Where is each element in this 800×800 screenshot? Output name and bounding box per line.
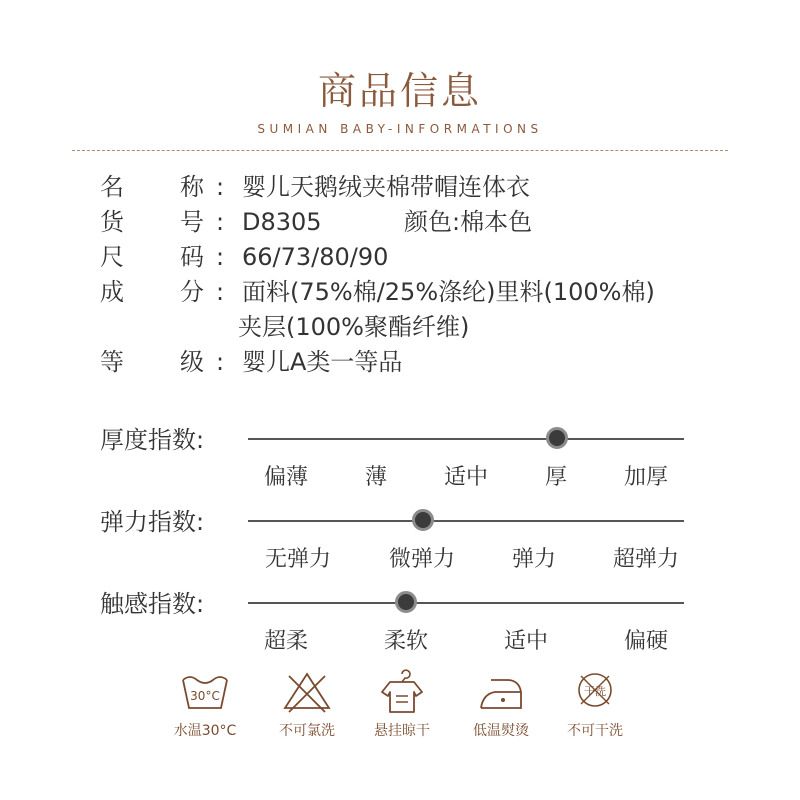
thickness-track: [248, 438, 684, 440]
product-grade: 婴儿A类一等品: [242, 348, 403, 376]
hang-dry-icon: [372, 668, 432, 714]
elasticity-option: 超弹力: [612, 547, 680, 572]
thickness-label: 厚度指数:: [100, 426, 205, 454]
elasticity-option: 微弹力: [388, 547, 456, 572]
product-sizes: 66/73/80/90: [242, 243, 389, 271]
product-material-inner: 夹层(100%聚酯纤维): [238, 313, 470, 341]
care-wash-label: 水温30°C: [173, 723, 237, 739]
elasticity-label: 弹力指数:: [100, 508, 205, 536]
dry-clean-mark: 干洗: [584, 685, 606, 698]
wash-30-icon: [175, 668, 235, 714]
care-no-bleach: [252, 668, 362, 740]
care-hang-dry-label: 悬挂晾干: [374, 723, 430, 739]
care-no-bleach-label: 不可氯洗: [279, 723, 335, 739]
thickness-option: 偏薄: [263, 465, 309, 490]
thickness-option: 加厚: [623, 465, 669, 490]
iron-low-icon: [471, 668, 531, 714]
care-wash: [150, 668, 260, 740]
touch-option: 偏硬: [623, 629, 669, 654]
elasticity-indicator: [412, 509, 434, 531]
elasticity-option: 弹力: [511, 547, 557, 572]
product-code: D8305: [242, 208, 322, 236]
thickness-option: 厚: [544, 465, 568, 490]
care-no-dry-clean: [540, 668, 650, 740]
care-no-dry-clean-label: 不可干洗: [567, 723, 623, 739]
page-subtitle: SUMIAN BABY-INFORMATIONS: [257, 122, 543, 136]
color-value: 棉本色: [460, 208, 533, 236]
elasticity-track: [248, 520, 684, 522]
touch-label: 触感指数:: [100, 590, 205, 618]
thickness-option: 适中: [443, 465, 489, 490]
thickness-option: 薄: [364, 465, 388, 490]
care-iron-label: 低温熨烫: [473, 723, 529, 739]
product-material: 面料(75%棉/25%涤纶)里料(100%棉): [242, 278, 655, 306]
touch-track: [248, 602, 684, 604]
care-hang-dry: [347, 668, 457, 740]
touch-option: 适中: [503, 629, 549, 654]
page-title: 商品信息: [317, 69, 482, 113]
divider: [72, 150, 728, 151]
no-bleach-icon: [277, 668, 337, 714]
touch-option: 超柔: [263, 629, 309, 654]
product-name: 婴儿天鹅绒夹棉带帽连体衣: [242, 173, 530, 201]
touch-option: 柔软: [383, 629, 429, 654]
elasticity-option: 无弹力: [264, 547, 332, 572]
no-dry-clean-icon: [565, 668, 625, 714]
touch-indicator: [395, 591, 417, 613]
thickness-indicator: [546, 427, 568, 449]
color-label: 颜色:: [404, 208, 461, 236]
wash-temp-mark: 30°C: [190, 689, 220, 703]
